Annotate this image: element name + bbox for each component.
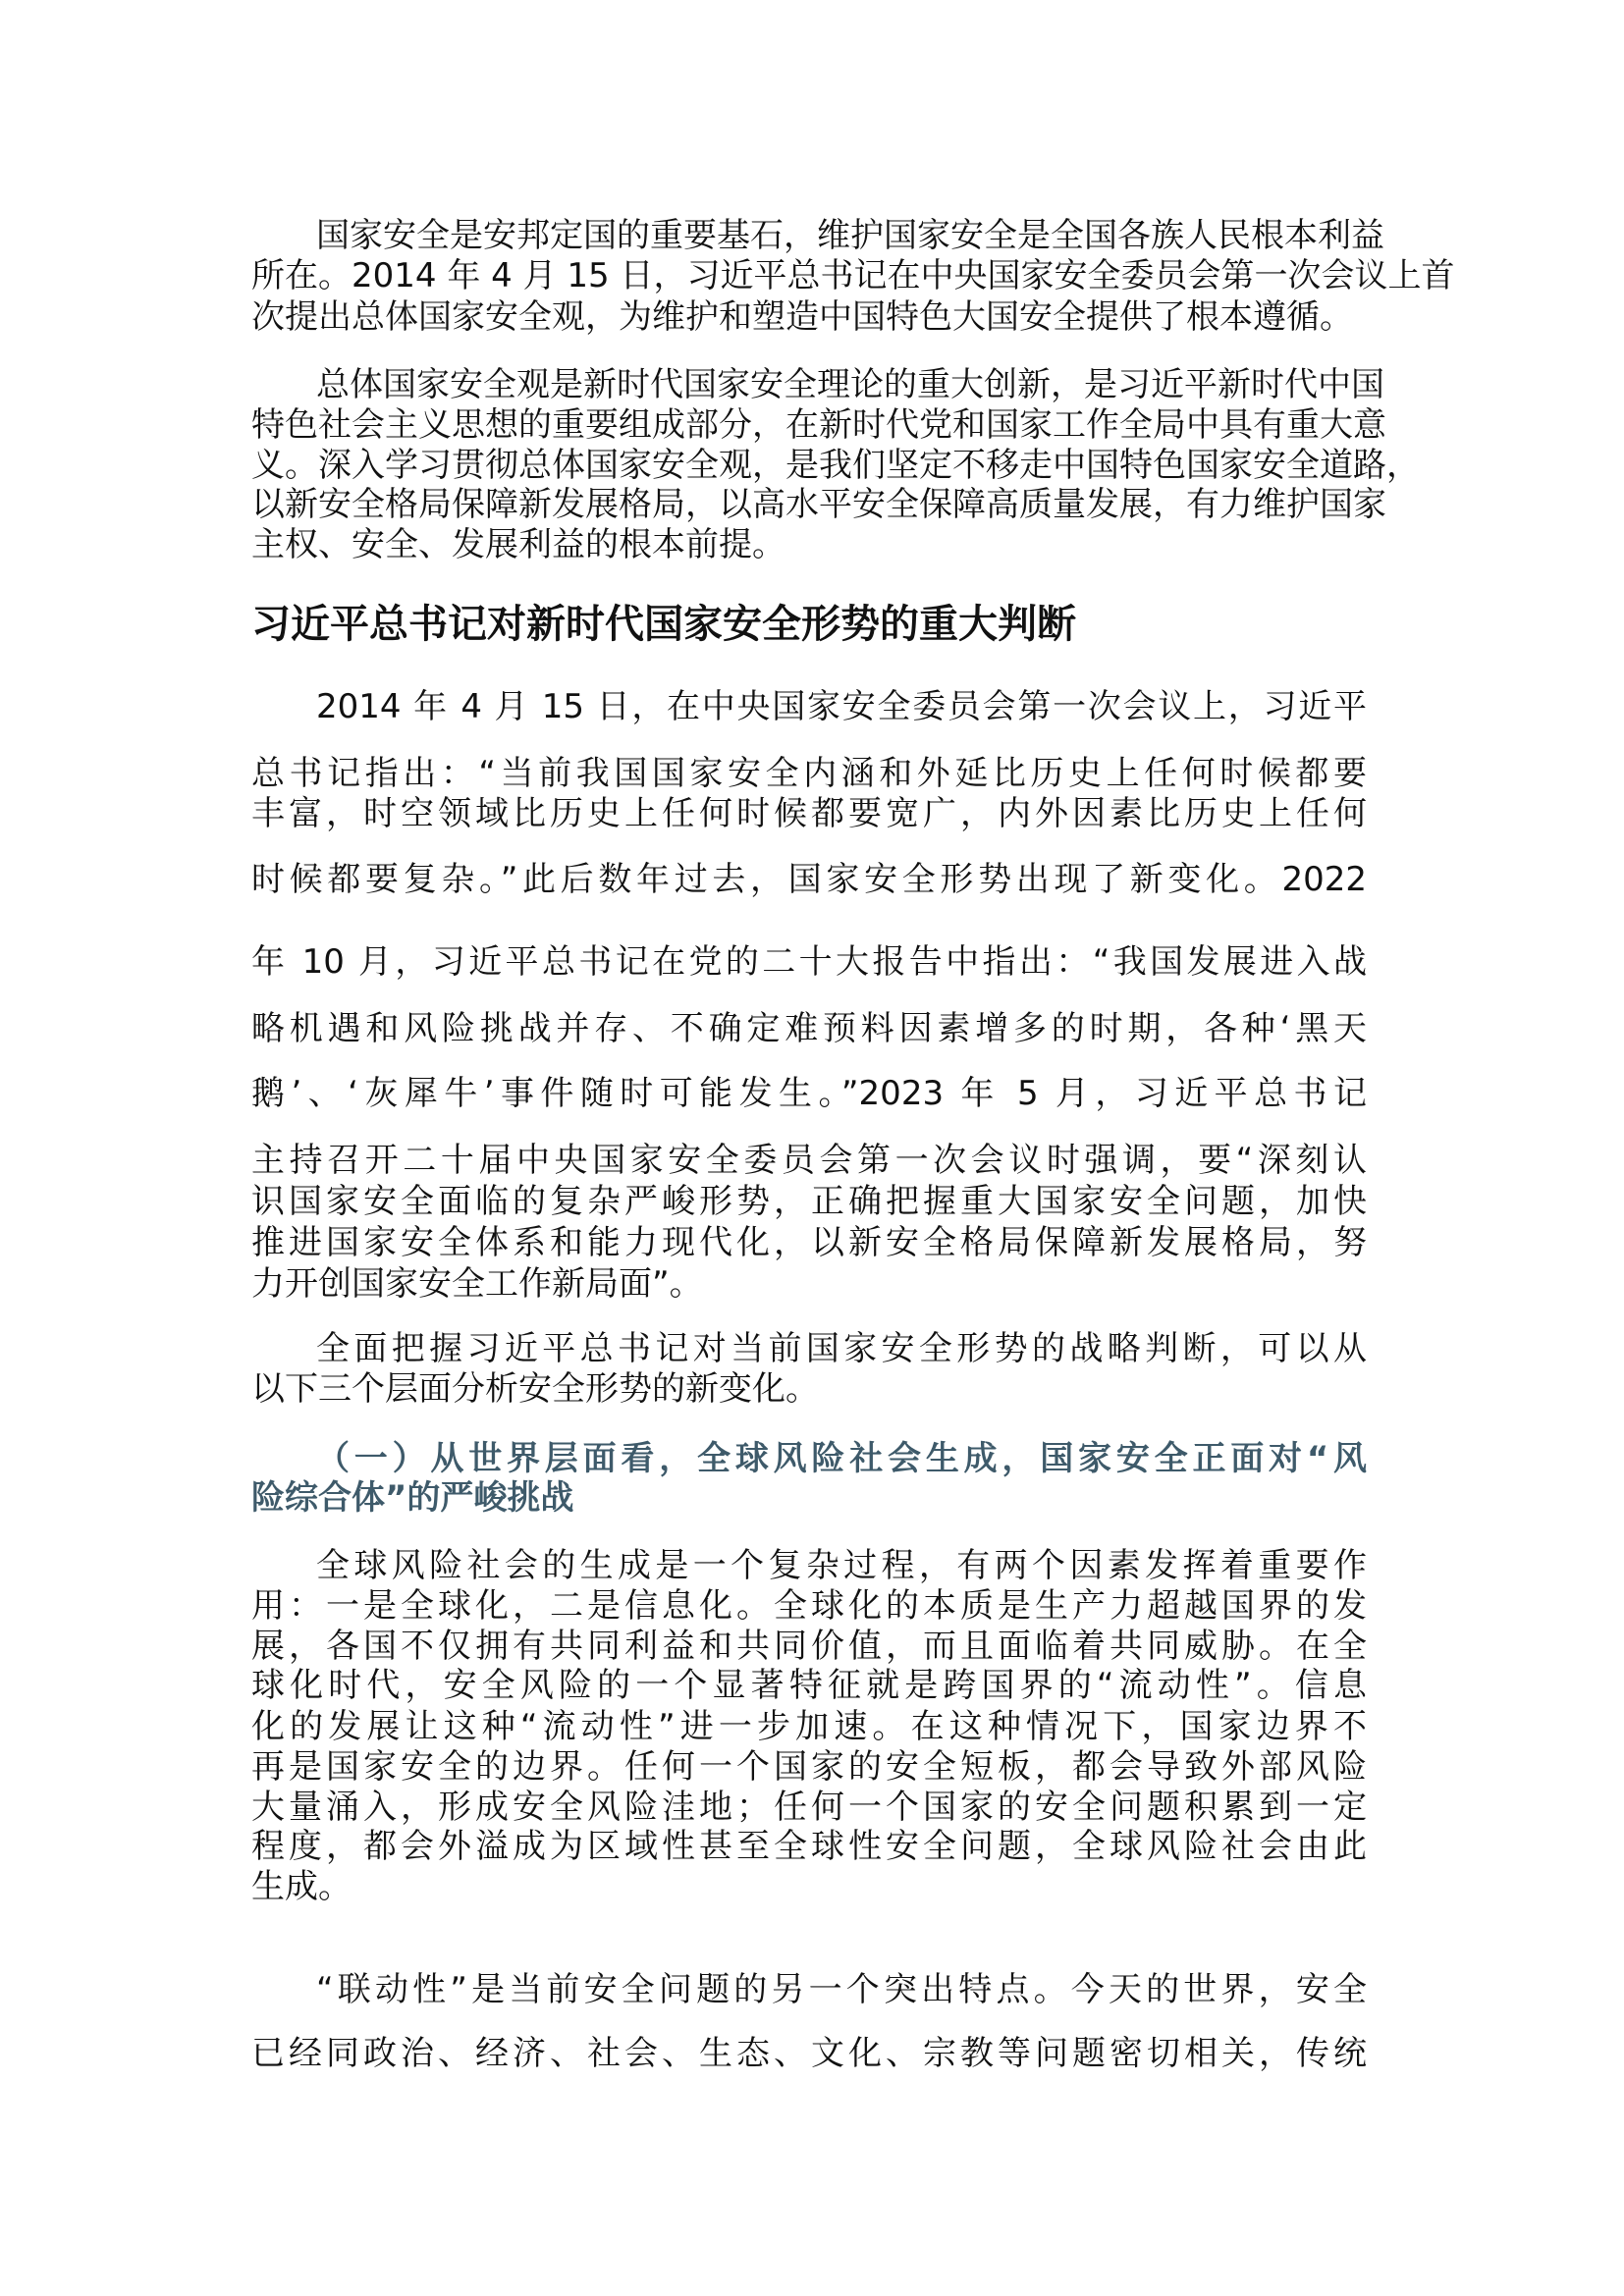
paragraph-5-line: 用：一是全球化，二是信息化。全球化的本质是生产力超越国界的发 — [251, 1586, 1367, 1626]
paragraph-3-line: 丰富，时空领域比历史上任何时候都要宽广，内外因素比历史上任何 — [251, 794, 1367, 833]
paragraph-4-line: 全面把握习近平总书记对当前国家安全形势的战略判断，可以从 — [316, 1329, 1367, 1368]
paragraph-3-line: 略机遇和风险挑战并存、不确定难预料因素增多的时期，各种‘黑天 — [251, 1009, 1367, 1048]
paragraph-3-line: 力开创国家安全工作新局面”。 — [251, 1264, 703, 1304]
paragraph-3-line: 推进国家安全体系和能力现代化，以新安全格局保障新发展格局，努 — [251, 1223, 1367, 1262]
paragraph-5-line: 全球风险社会的生成是一个复杂过程，有两个因素发挥着重要作 — [316, 1546, 1367, 1585]
paragraph-3-line: 年 10 月，习近平总书记在党的二十大报告中指出：“我国发展进入战 — [251, 942, 1367, 982]
paragraph-5-line: 球化时代，安全风险的一个显著特征就是跨国界的“流动性”。信息 — [251, 1666, 1367, 1705]
paragraph-4-line: 以下三个层面分析安全形势的新变化。 — [251, 1369, 819, 1409]
paragraph-5-line: 展，各国不仅拥有共同利益和共同价值，而且面临着共同威胁。在全 — [251, 1627, 1367, 1666]
paragraph-1-line: 国家安全是安邦定国的重要基石，维护国家安全是全国各族人民根本利益 — [316, 216, 1384, 255]
subheading-line: 险综合体”的严峻挑战 — [251, 1478, 574, 1518]
paragraph-5-line: 再是国家安全的边界。任何一个国家的安全短板，都会导致外部风险 — [251, 1747, 1367, 1787]
paragraph-5-line: 生成。 — [251, 1867, 352, 1906]
paragraph-1-line: 次提出总体国家安全观，为维护和塑造中国特色大国安全提供了根本遵循。 — [251, 297, 1353, 337]
paragraph-3-line: 主持召开二十届中央国家安全委员会第一次会议时强调，要“深刻认 — [251, 1141, 1367, 1180]
paragraph-5-line: 化的发展让这种“流动性”进一步加速。在这种情况下，国家边界不 — [251, 1707, 1367, 1746]
paragraph-5-line: 大量涌入，形成安全风险洼地；任何一个国家的安全问题积累到一定 — [251, 1788, 1367, 1827]
paragraph-3-line: 鹅’、‘灰犀牛’事件随时可能发生。”2023 年 5 月，习近平总书记 — [251, 1074, 1367, 1113]
paragraph-6-line: “联动性”是当前安全问题的另一个突出特点。今天的世界，安全 — [316, 1970, 1367, 2009]
paragraph-2-line: 特色社会主义思想的重要组成部分，在新时代党和国家工作全局中具有重大意 — [251, 405, 1386, 445]
paragraph-3-line: 2014 年 4 月 15 日，在中央国家安全委员会第一次会议上，习近平 — [316, 687, 1367, 726]
paragraph-2-line: 主权、安全、发展利益的根本前提。 — [251, 525, 785, 564]
paragraph-2-line: 义。深入学习贯彻总体国家安全观，是我们坚定不移走中国特色国家安全道路， — [251, 446, 1420, 485]
paragraph-3-line: 识国家安全面临的复杂严峻形势，正确把握重大国家安全问题，加快 — [251, 1182, 1367, 1221]
paragraph-6-line: 已经同政治、经济、社会、生态、文化、宗教等问题密切相关，传统 — [251, 2034, 1367, 2073]
subheading-line: （一）从世界层面看，全球风险社会生成，国家安全正面对“风 — [316, 1439, 1367, 1478]
paragraph-5-line: 程度，都会外溢成为区域性甚至全球性安全问题，全球风险社会由此 — [251, 1827, 1367, 1866]
paragraph-1-line: 所在。2014 年 4 月 15 日，习近平总书记在中央国家安全委员会第一次会议上首 — [251, 256, 1455, 295]
paragraph-3-line: 时候都要复杂。”此后数年过去，国家安全形势出现了新变化。2022 — [251, 860, 1367, 899]
paragraph-2-line: 总体国家安全观是新时代国家安全理论的重大创新，是习近平新时代中国 — [316, 365, 1384, 404]
section-heading: 习近平总书记对新时代国家安全形势的重大判断 — [251, 602, 1076, 647]
paragraph-3-line: 总书记指出：“当前我国国家安全内涵和外延比历史上任何时候都要 — [251, 754, 1367, 793]
paragraph-2-line: 以新安全格局保障新发展格局，以高水平安全保障高质量发展，有力维护国家 — [251, 485, 1386, 524]
